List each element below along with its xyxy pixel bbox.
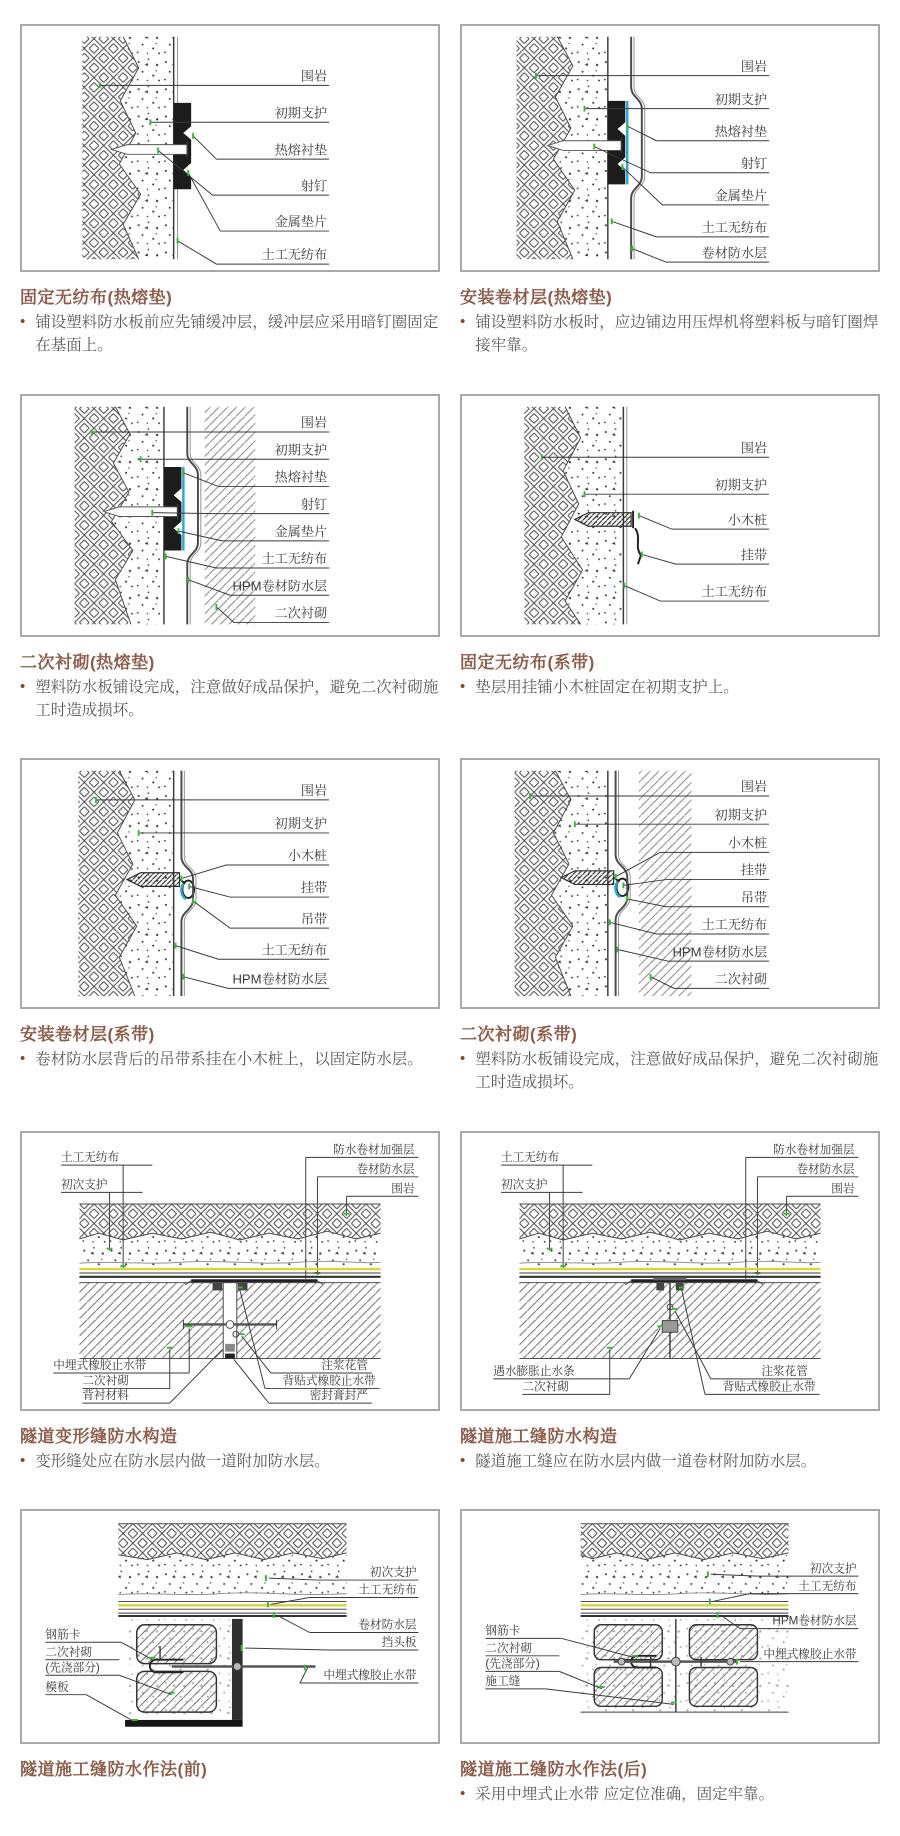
figure-label: 初期支护 <box>714 807 768 823</box>
figure-label: 吊带 <box>300 911 328 927</box>
bullet-list <box>20 1450 440 1473</box>
figure-box <box>460 1509 880 1744</box>
figure-label: 围岩 <box>391 1181 415 1195</box>
figure-label: 挡头板 <box>381 1635 417 1649</box>
section-title: 隧道施工缝防水作法(前) <box>20 1760 208 1780</box>
figure-box <box>20 24 440 272</box>
shotcrete-region <box>118 1553 346 1598</box>
section-construction-joint-method-before <box>20 1509 440 1783</box>
section-title: 隧道变形缝防水构造 <box>20 1426 178 1446</box>
figure-label: 卷材防水层 <box>796 1162 855 1176</box>
figure-label: HPM卷材防水层 <box>672 944 768 960</box>
bullet-dot: • <box>460 313 466 330</box>
figure-label: 热熔衬垫 <box>274 469 328 485</box>
bullet-dot: • <box>460 1451 466 1469</box>
hanging-strap <box>635 528 641 564</box>
figure-label: 围岩 <box>740 58 768 74</box>
figure-box <box>20 758 440 1009</box>
figure-label: 射钉 <box>740 155 768 171</box>
bullet-list <box>460 311 880 358</box>
figure-label: 土工无纺布 <box>701 583 768 599</box>
bullet-list <box>460 676 880 699</box>
section-title: 安装卷材层(热熔垫) <box>460 288 613 307</box>
figure-label: 初次支护 <box>369 1566 417 1580</box>
bullet-item <box>460 311 880 358</box>
figure-box <box>460 24 880 272</box>
figure-construction-joint-diagram <box>466 1136 874 1406</box>
figure-secondary-lining-hotmelt-diagram <box>26 399 434 632</box>
formwork <box>125 1720 243 1727</box>
figure-box <box>20 394 440 637</box>
figure-label: 围岩 <box>740 439 768 455</box>
bullet-list <box>460 1048 880 1095</box>
figure-label: 钢筋卡 <box>485 1624 521 1638</box>
bullet-item <box>20 311 440 358</box>
figure-label: 土工无纺布 <box>261 247 328 263</box>
membrane-sheet <box>631 37 642 259</box>
bullet-item <box>20 676 440 723</box>
figure-label: 围岩 <box>300 68 328 84</box>
bullet-text: 采用中埋式止水带 应定位准确，固定牢靠。 <box>475 1786 775 1804</box>
bullet-item <box>460 1048 880 1095</box>
figure-label: 二次衬砌 <box>714 971 768 987</box>
bullet-list <box>460 1783 880 1806</box>
figure-label: 射钉 <box>300 496 328 512</box>
figure-fix-nonwoven-hotmelt-diagram <box>26 29 434 267</box>
figure-box <box>460 394 880 637</box>
figure-label: 挂带 <box>300 880 328 896</box>
figure-label: 初期支护 <box>714 91 768 107</box>
figure-secondary-lining-strap-diagram <box>466 763 874 1004</box>
figure-label: 土工无纺布 <box>701 220 768 236</box>
bullet-dot: • <box>460 1785 466 1803</box>
figure-label: 背贴式橡胶止水带 <box>722 1380 816 1394</box>
bullet-dot: • <box>20 1451 26 1469</box>
figure-label: 小木桩 <box>727 835 768 851</box>
bullet-text: 变形缝处应在防水层内做一道附加防水层。 <box>35 1452 330 1470</box>
figure-label: 射钉 <box>300 178 328 194</box>
figure-box <box>20 1131 440 1411</box>
bullet-dot: • <box>20 1050 26 1068</box>
section-construction-joint <box>460 1131 880 1473</box>
figure-label: 初期支护 <box>714 476 768 492</box>
figure-label: 围岩 <box>300 414 328 430</box>
section-fix-nonwoven-hotmelt <box>20 24 440 358</box>
figure-box <box>460 758 880 1009</box>
figure-label: 初次支护 <box>500 1178 548 1192</box>
bullet-list <box>20 311 440 358</box>
bullet-text: 隧道施工缝应在防水层内做一道卷材附加防水层。 <box>475 1452 817 1470</box>
wood-stake <box>575 512 631 526</box>
shotcrete-region <box>581 1553 789 1598</box>
figure-box <box>20 1509 440 1744</box>
figure-label: 围岩 <box>831 1181 855 1195</box>
figure-label: 初次支护 <box>60 1178 108 1192</box>
figure-label: 二次衬砌 <box>82 1374 129 1388</box>
pour-block <box>137 1671 217 1712</box>
shot-nail <box>111 145 187 155</box>
bullet-text: 垫层用挂铺小木桩固定在初期支护上。 <box>475 678 739 696</box>
figure-label: 金属垫片 <box>714 187 768 203</box>
figure-label: 围岩 <box>300 783 328 799</box>
figure-label: 小木桩 <box>727 511 768 527</box>
figure-label: HPM卷材防水层 <box>232 971 328 987</box>
figure-label: 土工无纺布 <box>261 942 328 958</box>
pour-block <box>689 1625 757 1660</box>
section-title: 隧道施工缝防水作法(后) <box>460 1760 648 1780</box>
bullet-text: 铺设塑料防水板前应先铺缓冲层，缓冲层应采用暗钉圈固定在基面上。 <box>35 314 439 355</box>
figure-label: 土工无纺布 <box>798 1579 857 1593</box>
bullet-item <box>460 1450 880 1473</box>
section-title: 二次衬砌(热熔垫) <box>20 652 155 672</box>
bullet-list <box>460 1450 880 1473</box>
figure-label: 土工无纺布 <box>358 1583 417 1597</box>
swelling-waterstop-strip <box>662 1320 678 1332</box>
figure-label: 二次衬砌 <box>485 1641 533 1655</box>
pour-block <box>594 1625 662 1660</box>
figure-label: 中埋式橡胶止水带 <box>323 1668 417 1682</box>
section-construction-joint-method-after <box>460 1509 880 1807</box>
figure-label: 卷材防水层 <box>356 1162 415 1176</box>
bullet-text: 卷材防水层背后的吊带系挂在小木桩上，以固定防水层。 <box>35 1051 423 1069</box>
figure-box <box>460 1131 880 1411</box>
figure-install-membrane-hotmelt-diagram <box>466 29 874 267</box>
figure-label: 二次衬砌 <box>522 1380 569 1394</box>
section-deformation-joint <box>20 1131 440 1473</box>
figure-construction-joint-before-diagram <box>26 1514 434 1739</box>
secondary-lining-region <box>639 771 691 996</box>
bullet-item <box>20 1450 440 1473</box>
bullet-item <box>460 1783 880 1806</box>
figure-label: 土工无纺布 <box>261 550 328 566</box>
bullet-item <box>20 1048 440 1071</box>
figure-label: 土工无纺布 <box>701 917 768 933</box>
figure-label: 热熔衬垫 <box>274 142 328 158</box>
figure-label: 模板 <box>45 1680 69 1694</box>
sealant <box>225 1353 235 1358</box>
figure-label: 土工无纺布 <box>500 1150 560 1164</box>
bullet-text: 铺设塑料防水板时，应边铺边用压焊机将塑料板与暗钉圈焊接牢靠。 <box>475 314 879 355</box>
backing-material <box>225 1343 235 1351</box>
bullet-item <box>460 676 880 699</box>
section-title: 二次衬砌(系带) <box>460 1025 578 1045</box>
figure-label: 遇水膨胀止水条 <box>493 1364 575 1378</box>
figure-label: 钢筋卡 <box>45 1628 81 1642</box>
figure-label: 围岩 <box>740 779 768 795</box>
membrane-sheet <box>187 406 198 624</box>
figure-label: 二次衬砌 <box>45 1645 93 1659</box>
figure-label: 吊带 <box>740 890 768 906</box>
figure-label: 热熔衬垫 <box>714 123 768 139</box>
figure-label: 小木桩 <box>287 848 328 864</box>
pour-block <box>689 1667 757 1706</box>
figure-label: (先浇部分) <box>485 1657 540 1671</box>
figure-label: 卷材防水层 <box>701 245 768 261</box>
section-secondary-lining-strap <box>460 758 880 1094</box>
figure-deformation-joint-diagram <box>26 1136 434 1406</box>
figure-label: 防水卷材加强层 <box>333 1143 415 1157</box>
figure-label: 背衬材料 <box>82 1388 129 1402</box>
figure-label: 中埋式橡胶止水带 <box>763 1647 857 1661</box>
figure-install-membrane-strap-diagram <box>26 763 434 1004</box>
bullet-text: 塑料防水板铺设完成，注意做好成品保护，避免二次衬砌施工时造成损坏。 <box>475 1051 879 1092</box>
figure-label: 卷材防水层 <box>358 1618 417 1632</box>
figure-label: 初期支护 <box>274 816 328 832</box>
bullet-dot: • <box>460 1050 466 1068</box>
figure-label: 二次衬砌 <box>274 605 328 621</box>
figure-label: 注浆花管 <box>321 1358 368 1372</box>
section-install-membrane-hotmelt <box>460 24 880 358</box>
figure-label: 金属垫片 <box>274 523 328 539</box>
bullet-dot: • <box>20 677 26 695</box>
figure-label: 施工缝 <box>485 1674 521 1688</box>
section-fix-nonwoven-strap <box>460 394 880 699</box>
bullet-text: 塑料防水板铺设完成，注意做好成品保护，避免二次衬砌施工时造成损坏。 <box>35 678 439 719</box>
shot-nail <box>104 506 178 516</box>
section-secondary-lining-hotmelt <box>20 394 440 723</box>
figure-label: HPM卷材防水层 <box>772 1614 857 1628</box>
figure-label: HPM卷材防水层 <box>232 577 328 593</box>
figure-label: 注浆花管 <box>761 1364 808 1378</box>
section-title: 安装卷材层(系带) <box>20 1025 155 1045</box>
figure-label: 防水卷材加强层 <box>773 1143 855 1157</box>
figure-label: 挂带 <box>740 862 768 878</box>
section-title: 隧道施工缝防水构造 <box>460 1426 618 1446</box>
bullet-dot: • <box>460 677 466 695</box>
figure-label: 初期支护 <box>274 105 328 121</box>
section-install-membrane-strap <box>20 758 440 1071</box>
bullet-list <box>20 1048 440 1071</box>
figure-label: 土工无纺布 <box>60 1150 120 1164</box>
figure-label: 背贴式橡胶止水带 <box>282 1374 376 1388</box>
shot-nail <box>548 141 622 151</box>
figure-label: 初期支护 <box>274 441 328 457</box>
section-title: 固定无纺布(热熔垫) <box>20 288 173 307</box>
bullet-list <box>20 676 440 723</box>
figure-label: 金属垫片 <box>274 214 328 230</box>
figure-label: 初次支护 <box>809 1562 857 1576</box>
figure-construction-joint-after-diagram <box>466 1514 874 1739</box>
figure-label: (先浇部分) <box>45 1661 100 1675</box>
figure-label: 中埋式橡胶止水带 <box>53 1358 147 1372</box>
figure-fix-nonwoven-strap-diagram <box>466 399 874 632</box>
bullet-dot: • <box>20 313 26 330</box>
figure-label: 密封膏封严 <box>309 1388 368 1402</box>
section-title: 固定无纺布(系带) <box>460 652 595 672</box>
figure-label: 挂带 <box>740 546 768 562</box>
